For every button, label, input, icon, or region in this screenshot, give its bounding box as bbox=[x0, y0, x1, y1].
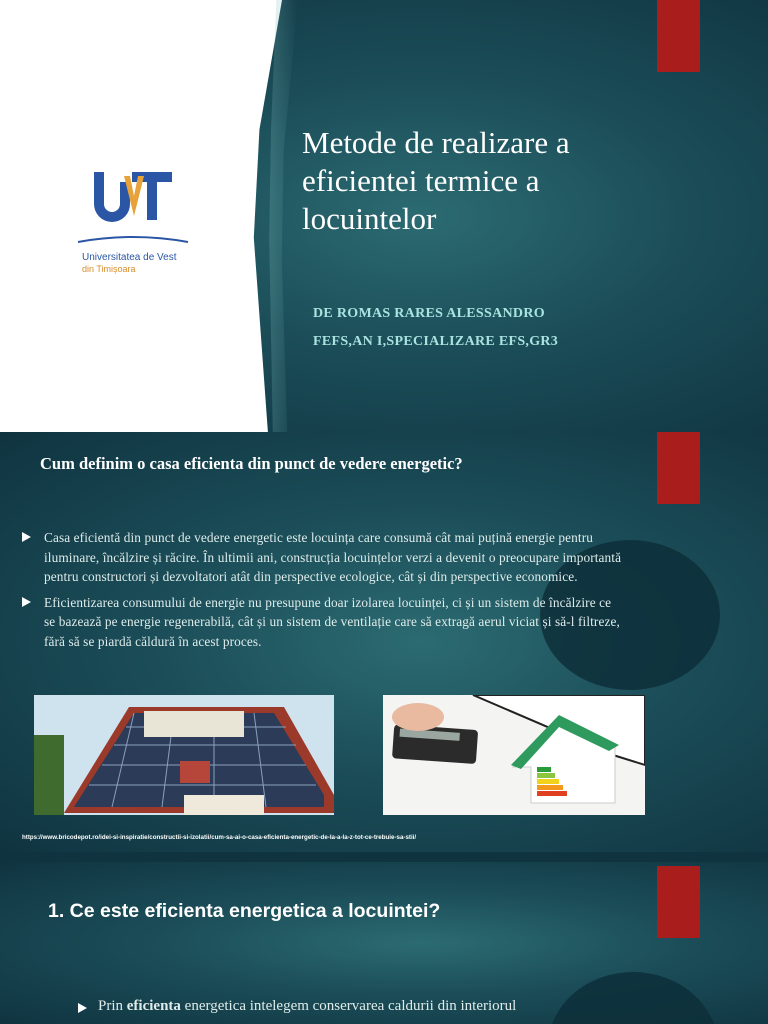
logo-university-city: din Timișoara bbox=[82, 264, 136, 274]
red-accent-tab bbox=[657, 432, 700, 504]
red-accent-tab bbox=[657, 0, 700, 72]
list-item: Casa eficientă din punct de vedere energetic este locuința care consumă cât mai puțină energie pentru iluminare, încălzire și răcire. În ultimii ani, construcția locuințelor verzi a devenit o preocupare importantă pentru constructori și dezvoltatori atât din perspective ecologice, cât și din perspective economice. bbox=[22, 528, 622, 587]
bullet-arrow-icon bbox=[22, 597, 31, 607]
solar-roof-image bbox=[34, 695, 334, 815]
slide-title: Metode de realizare a eficientei termice a locuintelor bbox=[302, 125, 570, 236]
logo-university-name: Universitatea de Vest bbox=[82, 252, 177, 263]
author-name: DE ROMAS RARES ALESSANDRO bbox=[313, 306, 545, 321]
bullet-arrow-icon bbox=[78, 1003, 87, 1013]
list-item: Prin eficienta energetica intelegem conservarea caldurii din interiorul bbox=[78, 998, 578, 1015]
bullet-arrow-icon bbox=[22, 532, 31, 542]
definition-slide bbox=[0, 432, 768, 852]
list-item: Eficientizarea consumului de energie nu presupune doar izolarea locuinței, ci și un sistem de încălzire ce se bazează pe energie regenerabilă, cât și un sistem de ventilație care să extragă aerul viciat și să-l filtreze, fără să se piardă căldură în acest proces. bbox=[22, 593, 622, 652]
energy-efficiency-slide bbox=[0, 862, 768, 1024]
source-url-link[interactable]: https://www.bricodepot.ro/idei-si-inspiratie/constructii-si-izolatii/cum-sa-ai-o-casa-eficienta-energetic-de-la-a-la-z-tot-ce-trebuie-sa-stii/ bbox=[22, 834, 417, 841]
red-accent-tab bbox=[657, 866, 700, 938]
slide-question: Cum definim o casa eficienta din punct de vedere energetic? bbox=[40, 454, 463, 473]
energy-rating-image bbox=[383, 695, 645, 815]
bullet-list bbox=[22, 528, 622, 651]
title-slide bbox=[0, 0, 768, 432]
author-details: FEFS,AN I,SPECIALIZARE EFS,GR3 bbox=[313, 334, 559, 349]
slide-heading: 1. Ce este eficienta energetica a locuintei? bbox=[48, 900, 441, 922]
